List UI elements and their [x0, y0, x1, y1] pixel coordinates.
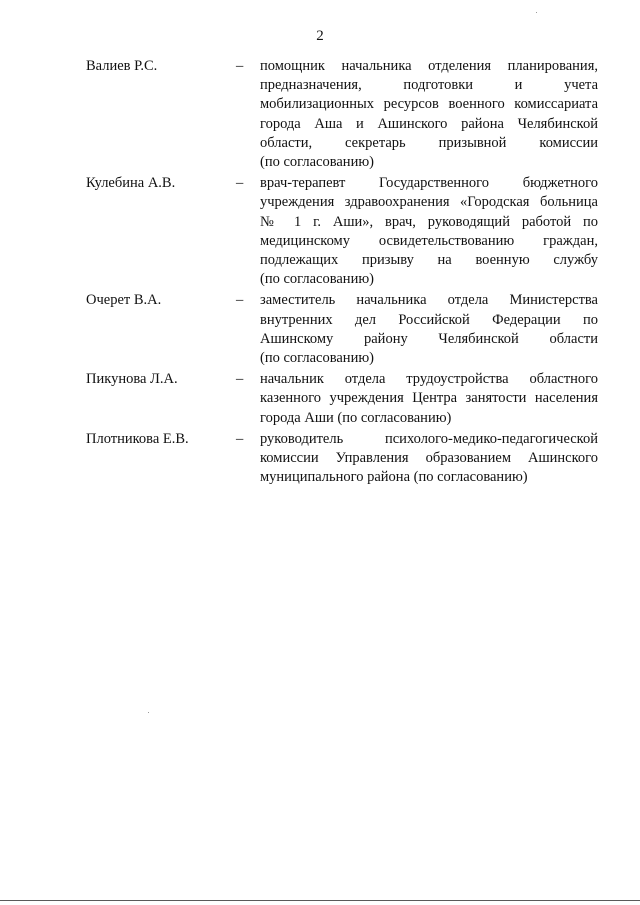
- member-entry-plotnikova: [86, 430, 598, 488]
- member-dash: –: [236, 58, 244, 74]
- role-line: (по согласованию): [260, 271, 374, 288]
- role-line: врач-терапевт Государственного бюджетного: [260, 175, 598, 192]
- member-name: Плотникова Е.В.: [86, 430, 189, 447]
- role-line: Ашинскому району Челябинской области: [260, 330, 598, 347]
- role-line: № 1 г. Аши», врач, руководящий работой по: [260, 213, 598, 230]
- member-name: Пикунова Л.А.: [86, 371, 178, 388]
- role-line: заместитель начальника отдела Министерства: [260, 292, 598, 309]
- member-dash: –: [236, 292, 244, 309]
- role-line: муниципального района (по согласованию): [260, 469, 528, 486]
- scan-speck: [148, 712, 149, 713]
- member-name: Валиев Р.С.: [86, 58, 158, 74]
- member-name: Кулебина А.В.: [86, 175, 176, 192]
- role-line: города Аша и Ашинского района Челябинской: [260, 115, 598, 132]
- member-name: Очерет В.А.: [86, 292, 162, 309]
- member-role: [260, 291, 598, 368]
- role-line: (по согласованию): [260, 350, 374, 367]
- role-line: области, секретарь призывной комиссии: [260, 134, 598, 151]
- scan-speck: [536, 12, 537, 13]
- role-line: предназначения, подготовки и учета: [260, 77, 598, 94]
- role-line: внутренних дел Российской Федерации по: [260, 311, 598, 328]
- role-line: комиссии Управления образованием Ашинского: [260, 450, 598, 467]
- role-line: (по согласованию): [260, 154, 374, 171]
- role-line: казенного учреждения Центра занятости населения: [260, 390, 598, 407]
- page-number: 2: [316, 28, 324, 44]
- member-entry-ocheret: [86, 291, 598, 368]
- member-role: [260, 174, 598, 289]
- role-line: медицинскому освидетельствованию граждан,: [260, 232, 598, 249]
- role-line: руководитель психолого-медико-педагогической: [260, 430, 598, 447]
- member-entry-pikunova: [86, 370, 598, 428]
- member-entry-valiev: [86, 57, 598, 172]
- member-dash: –: [236, 430, 244, 447]
- member-dash: –: [236, 371, 244, 388]
- role-line: города Аши (по согласованию): [260, 409, 452, 426]
- member-dash: –: [236, 175, 244, 192]
- role-line: учреждения здравоохранения «Городская больница: [260, 194, 598, 211]
- member-role: [260, 57, 598, 172]
- role-line: помощник начальника отделения планирования,: [260, 58, 598, 74]
- member-role: [260, 430, 598, 488]
- member-role: [260, 370, 598, 428]
- role-line: подлежащих призыву на военную службу: [260, 252, 598, 269]
- scan-edge-line: [0, 900, 640, 901]
- role-line: мобилизационных ресурсов военного комиссариата: [260, 96, 598, 113]
- commission-member-list: [86, 57, 598, 489]
- role-line: начальник отдела трудоустройства областного: [260, 371, 598, 388]
- member-entry-kulebina: [86, 174, 598, 289]
